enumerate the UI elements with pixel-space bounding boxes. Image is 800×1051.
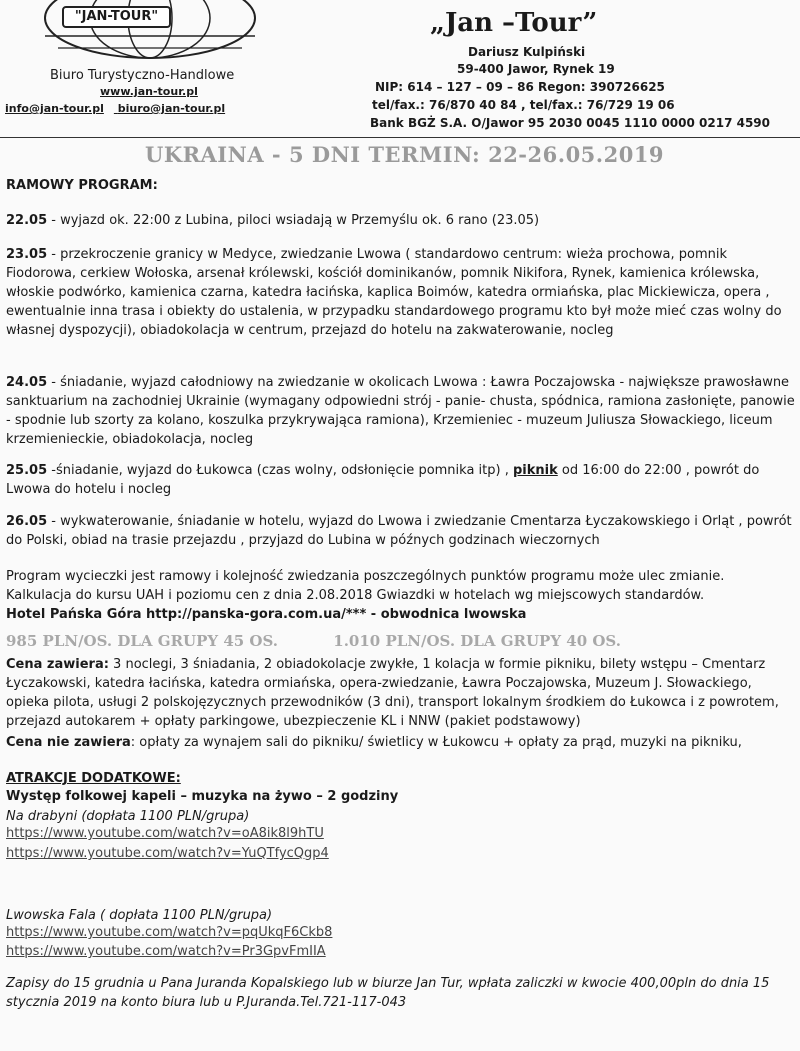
day-item	[6, 373, 796, 449]
piknik-highlight: piknik	[513, 463, 558, 478]
day-item	[6, 245, 796, 340]
day-date: 25.05	[6, 463, 48, 478]
day-date: 22.05	[6, 213, 48, 228]
day-date: 24.05	[6, 375, 48, 390]
day-text: - śniadanie, wyjazd całodniowy na zwiedzanie w okolicach Lwowa : Ławra Poczajowska - największe prawosławne sanktuarium na zachodniej Ukrainie (wymagany odpowiedni strój - panie- chusta, spódnica, ramiona zasłonięte, panowie - spodnie lub szorty za kolano, koszulka przykrywająca ramiona), Krzemieniec - muzeum Juliusza Słowackiego, liceum krzemienieckie, obiadokolacja, nocleg	[6, 375, 795, 447]
youtube-link[interactable]: https://www.youtube.com/watch?v=pqUkqF6Ckb8	[6, 925, 333, 940]
email-biuro-link[interactable]: biuro@jan-tour.pl	[117, 102, 226, 115]
company-address: 59-400 Jawor, Rynek 19	[457, 62, 615, 76]
prices-row	[6, 632, 796, 650]
day-date: 23.05	[6, 247, 48, 262]
excludes-label: Cena nie zawiera	[6, 735, 131, 750]
youtube-link[interactable]: https://www.youtube.com/watch?v=YuQTfycQgp4	[6, 846, 329, 861]
price-includes	[6, 655, 796, 731]
header-divider	[0, 137, 800, 138]
day-text: - przekroczenie granicy w Medyce, zwiedzanie Lwowa ( standardowo centrum: wieża prochowa, pomnik Fiodorowa, cerkiew Wołoska, arsenał królewski, kościół dominikanów, pomnik Nikifora, Rynek, kamienica królewska, włoskie podwórko, kamienica czarna, katedra łacińska, kaplica Boimów, katedra ormiańska, plac Mickiewicza, opera , ewentualnie inna trasa i obiekty do ustalenia, w przypadku standardowego programu kto był może mieć czas wolny do własnej dyspozycji), obiadokolacja w centrum, przejazd do hotelu na zakwaterowanie, nocleg	[6, 247, 782, 338]
tel-fax: tel/fax.: 76/870 40 84 , tel/fax.: 76/729 19 06	[372, 98, 675, 112]
program-label: RAMOWY PROGRAM:	[6, 178, 158, 193]
day-item	[6, 512, 796, 550]
price-40: 1.010 PLN/OS. DLA GRUPY 40 OS.	[333, 632, 621, 650]
agency-type: Biuro Turystyczno-Handlowe	[50, 68, 235, 83]
day-item	[6, 211, 796, 230]
day-text-after: od 16:00 do 22:00 , powrót do Lwowa do hotelu i nocleg	[6, 463, 760, 497]
website-link[interactable]: www.jan-tour.pl	[100, 85, 198, 98]
day-text: -śniadanie, wyjazd do Łukowca (czas wolny, odsłonięcie pomnika itp) ,	[47, 463, 513, 478]
hotel-info: Hotel Pańska Góra http://panska-gora.com.ua/*** - obwodnica lwowska	[6, 607, 527, 622]
company-title: „Jan –Tour”	[430, 8, 598, 38]
signup-footer: Zapisy do 15 grudnia u Pana Juranda Kopalskiego lub w biurze Jan Tur, wpłata zaliczki w kwocie 400,00pln do dnia 15 stycznia 2019 na konto biura lub u P.Juranda.Tel.721-117-043	[6, 976, 770, 1010]
band-name: Na drabyni (dopłata 1100 PLN/grupa)	[6, 809, 250, 824]
attractions-subtitle: Występ folkowej kapeli – muzyka na żywo – 2 godziny	[6, 789, 399, 804]
band-name: Lwowska Fala ( dopłata 1100 PLN/grupa)	[6, 908, 273, 923]
program-note	[6, 567, 796, 624]
logo-banner: "JAN-TOUR"	[62, 6, 171, 28]
note-line: Kalkulacja do kursu UAH i poziomu cen z dnia 2.08.2018 Gwiazdki w hotelach wg miejscowych standardów.	[6, 588, 705, 603]
youtube-link[interactable]: https://www.youtube.com/watch?v=Pr3GpvFmIIA	[6, 944, 326, 959]
note-line: Program wycieczki jest ramowy i kolejność zwiedzania poszczególnych punktów programu może ulec zmianie.	[6, 569, 725, 584]
day-text: - wyjazd ok. 22:00 z Lubina, piloci wsiadają w Przemyślu ok. 6 rano (23.05)	[47, 213, 540, 228]
day-date: 26.05	[6, 514, 48, 529]
day-item	[6, 461, 796, 499]
nip-regon: NIP: 614 – 127 – 09 – 86 Regon: 390726625	[375, 80, 665, 94]
includes-label: Cena zawiera:	[6, 657, 109, 672]
day-text: - wykwaterowanie, śniadanie w hotelu, wyjazd do Lwowa i zwiedzanie Cmentarza Łyczakowskiego i Orląt , powrót do Polski, obiad na trasie przejazdu , przyjazd do Lubina w późnych godzinach wieczornych	[6, 514, 792, 548]
excludes-text: : opłaty za wynajem sali do pikniku/ świetlicy w Łukowcu + opłaty za prąd, muzyki na pikniku,	[130, 735, 742, 750]
price-45: 985 PLN/OS. DLA GRUPY 45 OS.	[6, 632, 279, 650]
attractions-title: ATRAKCJE DODATKOWE:	[6, 771, 181, 786]
trip-heading: UKRAINA - 5 DNI TERMIN: 22-26.05.2019	[145, 142, 665, 167]
owner-name: Dariusz Kulpiński	[468, 45, 586, 59]
email-links	[5, 102, 235, 115]
email-info-link[interactable]: info@jan-tour.pl	[5, 102, 104, 115]
includes-text: 3 noclegi, 3 śniadania, 2 obiadokolacje zwykłe, 1 kolacja w formie pikniku, bilety wstępu – Cmentarz Łyczakowski, katedra łacińska, katedra ormiańska, opera-zwiedzanie, Ławra Poczajowska, Muzeum J. Słowackiego, opieka pilota, usługi 2 polskojęzycznych przewodników (3 dni), transport lokalnym środkiem do Łukowca i z powrotem, przejazd autokarem + opłaty parkingowe, ubezpieczenie KL i NNW (pakiet podstawowy)	[6, 657, 779, 729]
youtube-link[interactable]: https://www.youtube.com/watch?v=oA8ik8l9hTU	[6, 826, 324, 841]
bank-account: Bank BGŻ S.A. O/Jawor 95 2030 0045 1110 0000 0217 4590	[370, 116, 770, 130]
price-excludes	[6, 733, 796, 752]
